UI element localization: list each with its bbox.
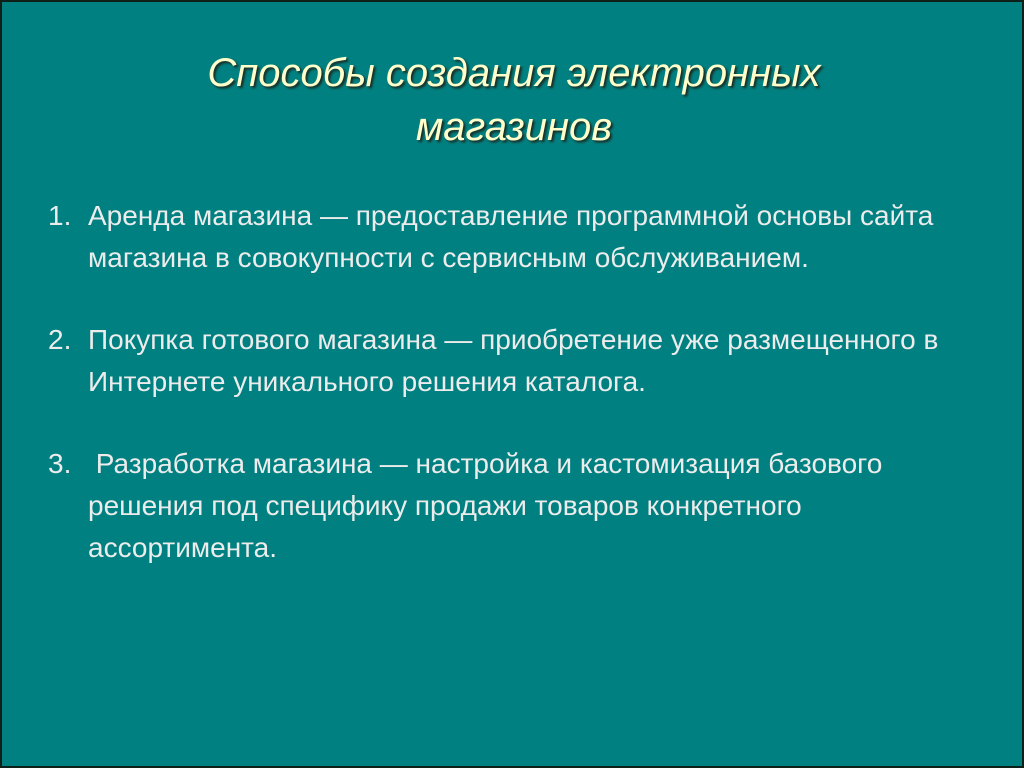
list-item-3-text: Разработка магазина — настройка и кастомизация базового решения под специфику продажи товаров конкретного ассортимента. xyxy=(88,448,891,563)
list-item-3 xyxy=(48,443,948,569)
list-item-1-number: 1. xyxy=(48,200,72,231)
numbered-list xyxy=(48,195,948,609)
slide-title xyxy=(2,46,1024,154)
list-item-2 xyxy=(48,319,948,403)
list-item-1-text: Аренда магазина — предоставление программной основы сайта магазина в совокупности с сервисным обслуживанием. xyxy=(88,200,942,273)
slide-title-line-2: магазинов xyxy=(415,105,613,149)
list-item-2-text: Покупка готового магазина — приобретение уже размещенного в Интернете уникального решения каталога. xyxy=(88,324,947,397)
slide-title-line-1: Способы создания электронных xyxy=(207,51,821,95)
list-item-1 xyxy=(48,195,948,279)
list-item-3-number: 3. xyxy=(48,448,72,479)
list-item-2-number: 2. xyxy=(48,324,72,355)
